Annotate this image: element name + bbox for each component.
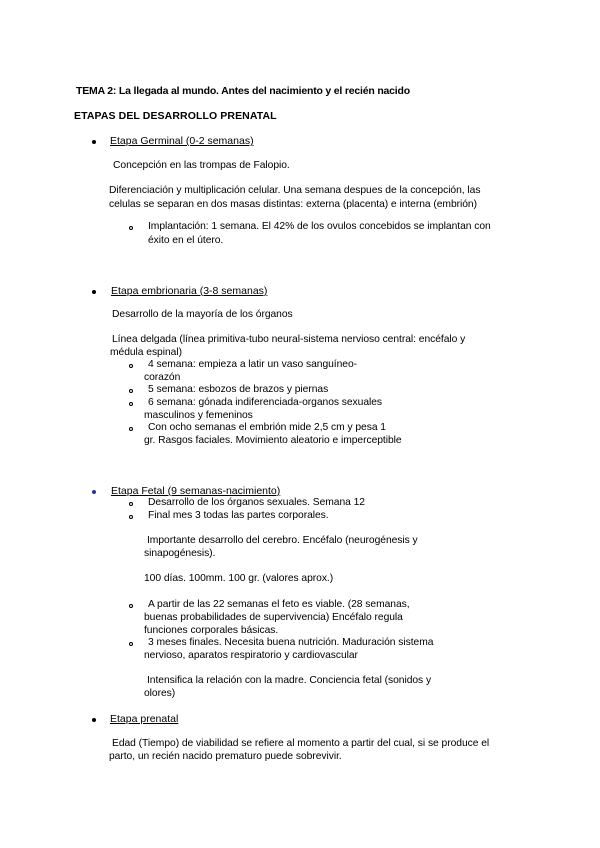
fetal-heading: Etapa Fetal (9 semanas-nacimiento) xyxy=(111,485,281,497)
circle-bullet-icon xyxy=(129,427,133,431)
page-title: TEMA 2: La llegada al mundo. Antes del nacimiento y el recién nacido xyxy=(76,85,410,97)
circle-bullet-icon xyxy=(129,364,133,368)
bullet-icon xyxy=(92,718,96,722)
fetal-p1-line1: Importante desarrollo del cerebro. Encéfalo (neurogénesis y xyxy=(147,535,418,546)
fetal-p1-line2: sinapogénesis). xyxy=(144,548,216,559)
prenatal-p1-line2: parto, un recién nacido prematuro puede sobrevivir. xyxy=(109,751,342,762)
fetal-s3-line3: funciones corporales básicas. xyxy=(144,625,279,636)
fetal-s1: Desarrollo de los órganos sexuales. Semana 12 xyxy=(148,497,365,508)
embrionaria-s1-line1: 4 semana: empieza a latir un vaso sanguíneo- xyxy=(148,359,358,370)
embrionaria-s3-line2: masculinos y femeninos xyxy=(144,410,253,421)
fetal-s4-line1: 3 meses finales. Necesita buena nutrición. Maduración sistema xyxy=(148,637,434,648)
embrionaria-p2-line1: Línea delgada (línea primitiva-tubo neural-sistema nervioso central: encéfalo y xyxy=(112,334,466,345)
prenatal-heading: Etapa prenatal xyxy=(110,713,179,725)
prenatal-p1-line1: Edad (Tiempo) de viabilidad se refiere al momento a partir del cual, si se produce el xyxy=(112,738,490,749)
germinal-p2-line2: celulas se separan en dos masas distintas: externa (placenta) e interna (embrión) xyxy=(109,199,477,210)
circle-bullet-icon xyxy=(129,515,133,519)
bullet-icon xyxy=(92,140,96,144)
circle-bullet-icon xyxy=(129,502,133,506)
germinal-p1: Concepción en las trompas de Falopio. xyxy=(113,160,290,171)
bullet-icon xyxy=(92,490,96,494)
germinal-p2-line1: Diferenciación y multiplicación celular. Una semana despues de la concepción, las xyxy=(109,185,481,196)
fetal-s4-line2: nervioso, aparatos respiratorio y cardiovascular xyxy=(144,650,358,661)
circle-bullet-icon xyxy=(129,389,133,393)
embrionaria-s4-line1: Con ocho semanas el embrión mide 2,5 cm y pesa 1 xyxy=(148,422,386,433)
circle-bullet-icon xyxy=(129,226,133,230)
circle-bullet-icon xyxy=(129,402,133,406)
embrionaria-s2: 5 semana: esbozos de brazos y piernas xyxy=(148,384,329,395)
embrionaria-s1-line2: corazón xyxy=(144,372,181,383)
fetal-p3-line2: olores) xyxy=(144,688,176,699)
fetal-s3-line1: A partir de las 22 semanas el feto es viable. (28 semanas, xyxy=(148,599,410,610)
embrionaria-s3-line1: 6 semana: gónada indiferenciada-organos sexuales xyxy=(148,397,383,408)
fetal-p2: 100 días. 100mm. 100 gr. (valores aprox.) xyxy=(144,573,334,584)
section-heading: ETAPAS DEL DESARROLLO PRENATAL xyxy=(74,110,277,122)
germinal-sub1-line1: Implantación: 1 semana. El 42% de los ovulos concebidos se implantan con xyxy=(148,221,491,232)
fetal-p3-line1: Intensifica la relación con la madre. Conciencia fetal (sonidos y xyxy=(147,675,432,686)
fetal-s3-line2: buenas probabilidades de supervivencia) Encéfalo regula xyxy=(144,612,403,623)
circle-bullet-icon xyxy=(129,604,133,608)
embrionaria-p1: Desarrollo de la mayoría de los órganos xyxy=(112,309,293,320)
circle-bullet-icon xyxy=(129,642,133,646)
embrionaria-p2-line2: médula espinal) xyxy=(110,347,182,358)
bullet-icon xyxy=(92,290,96,294)
germinal-sub1-line2: éxito en el útero. xyxy=(148,235,224,246)
embrionaria-s4-line2: gr. Rasgos faciales. Movimiento aleatorio e imperceptible xyxy=(144,435,402,446)
embrionaria-heading: Etapa embrionaria (3-8 semanas) xyxy=(111,285,268,297)
fetal-s2: Final mes 3 todas las partes corporales. xyxy=(148,510,329,521)
germinal-heading: Etapa Germinal (0-2 semanas) xyxy=(110,135,254,147)
